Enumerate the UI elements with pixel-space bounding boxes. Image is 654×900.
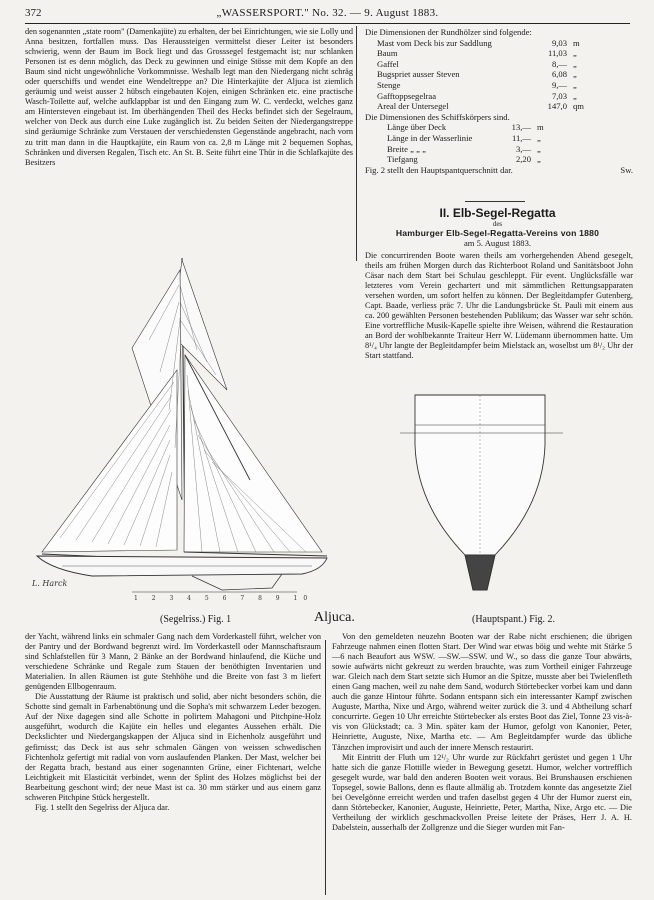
column-divider-bottom (325, 640, 326, 895)
regatta-date: am 5. August 1883. (463, 238, 532, 248)
dimension-row: Stenge 9,— „ (377, 79, 577, 90)
section-rule (465, 201, 525, 202)
fig1-caption: (Segelriss.) Fig. 1 (160, 614, 232, 625)
left-bottom-fig-note: Fig. 1 stellt den Segelriss der Aljuca dar. (35, 802, 170, 812)
hull-row: Länge in der Wasserlinie 11,— „ (387, 132, 541, 143)
hull-row: Tiefgang 2,20 „ (387, 154, 541, 165)
left-bottom-text: der Yacht, während links ein schmaler Gang nach dem Vorderkastell führt, welcher von der Pantry und der Bordwand begrenzt wird. Im Vorderkastell oder Mannschaftsraum sind Schlafstellen für 3 Mann, 2 Bänke an der Bordwand hinlaufend, die Küche und verschiedene Schränke und Regale zum Stauen der benöthigten Inventarien und Materialien. In allen Räumen ist gute Stehhöhe und die Breite von fast 3 m liefert genügenden Ellbogenraum. (25, 632, 321, 692)
regatta-heading (360, 206, 635, 248)
right-bottom-text-2: Mit Eintritt der Fluth um 12¹/₂ Uhr wurde zur Rückfahrt gerüstet und gegen 1 Uhr hatte sich die ganze Flottille wieder in Bewegung gesetzt. Humor, welcher vortrefflich gesegelt wurde, war bald den anderen Booten weit voraus. Bei Brunshausen erschienen Topsegel, sowie Ballons, denn es flaute allmälig ab. Trotzdem konnte das angesetzte Ziel bei Oevelgönne erreicht werden und trafen daselbst gegen 4 Uhr der Humor zuerst ein, dann Störtebecker, Kanonier, Auguste, Heinriette, Peter, Martha, Nixe, Argo etc. — Die Vertheilung der wirklich geschmackvollen Preise leitete der Präses, Herr J. A. H. Dabelstein, ausserhalb der Zollgrenze und die Sieger wurden mit Fan- (332, 752, 632, 832)
dimensions-intro: Die Dimensionen der Rundhölzer sind folgende: (365, 27, 532, 37)
dimension-row: Baum 11,03 „ (377, 48, 577, 59)
right-bottom-text: Von den gemeldeten neuzehn Booten war der Rabe nicht erschienen; die übrigen Fahrzeuge nahmen einen flotten Start. Der Wind war etwas böig und wehte mit Stärke 5—6 nach Beaufort aus WSW. —SW.—SSW. und W., so dass die ganze Tour abwärts, sowie aufwärts nicht gekreuzt zu werden brauchte, was zum Vortheil einiger Fahrzeuge war. Gleich nach dem Start setzte sich Humor an die Spitze, musste aber bei Twielenfleth einen Gang machen, weil zu nahe dem Sand, wodurch Störtebecker vorbei kam und dann auch die ganze Hintour führte. Sodann entspann sich ein interessanter Kampf zwischen Auguste, Martha, Nixe und Argo, während weiter zurück die 3. und 4 Abtheilung scharf concurrirte. Gegen 10 Uhr erreichte Störtebecker als erstes Boot das Ziel, Tonne 23 vis-à-vis von Glückstadt; ca. 3 Min. später kam der Humor, gefolgt von Kanonier, Peter, Heinriette, Auguste, Nixe, Martha etc. — Am Begleitdampfer wurde das übliche Tänzchen improvisirt und auch der innere Mensch restaurirt. (332, 632, 632, 752)
signature: Sw. (620, 164, 633, 175)
left-bottom-column (25, 632, 321, 813)
header-rule (25, 23, 630, 24)
dimension-row: Areal der Untersegel 147,0 qm (377, 101, 584, 112)
hull-row: Länge über Deck 13,— m (387, 122, 544, 133)
hull-row: Breite „ „ „ 3,— „ (387, 143, 541, 154)
left-bottom-text-2: Die Ausstattung der Räume ist praktisch und solid, aber nicht besonders schön, die Schotte sind gemalt in Farbenabtönung und die Sopha's mit schwarzem Leder bezogen. Auf der Nixe dagegen sind alle Schotte in polirtem Mahagoni und Pitchpine-Holz ausgeführt, wodurch die Kajüte ein helles und elegantes Aussehen erhält. Die Deckslichter und Niedergangskappen der Aljuca sind in Eichenholz ausgeführt und gefirnisst; das Deck ist aus sehr schmalen Gängen von weissen schwedischen Fichtenholz gefertigt mit radial von vorn auslaufenden Planken. Der Mast, welcher bei der Regatta brach, bestand aus einer sogenannten Grüne, einer Fichtenart, welche Leichtigkeit mit Elasticität verbindet, wenn der Splint des Holzes möglichst bei der Bearbeitung geschont wird; der neue Mast ist ca. 30 mm stärker und aus einem ganz schweren Pitchpine Stück hergestellt. (25, 692, 321, 802)
regatta-title: II. Elb-Segel-Regatta (439, 206, 556, 220)
boat-name-caption: Aljuca. (314, 610, 355, 625)
dimensions-table (365, 27, 633, 175)
scale-numbers: 1 2 3 4 5 6 7 8 9 10 (134, 595, 314, 602)
regatta-des: des (492, 220, 503, 228)
dimension-row: Gafftoppsegelraa 7,03 „ (377, 90, 577, 101)
regatta-text: Die concurrirenden Boote waren theils am vorhergehenden Abend gesegelt, theils am frühen Morgen durch das Richterboot Roland und Sanitätsboot John Cäsar nach dem Start bei Schulau geschleppt. Für event. Unglücksfälle war letzteres vom Verein gechartert und mit sämmtlichen Rettungsapparaten versehen worden, um sofort helfen zu können. Der Begleitdampfer Gutenberg, Capt. Baade, verliess präc 7. Uhr die Landungsbrücke St. Pauli mit einem aus ca. 200 gewählten Personen bestehenden Publikum; das Wasser war sehr schön. Eine vortreffliche Musik-Kapelle spielte ihre Weisen, während die Restauration an Bord der wohlbekannte Traiteur Herr W. Lüdemann übernommen hatte. Um 8¹/₄ Uhr langte der Begleitdampfer beim Mielstack an, woselbst um 8¹/₂ Uhr der Start stattfand. (365, 251, 633, 361)
regatta-club: Hamburger Elb-Segel-Regatta-Vereins von 1880 (395, 228, 600, 238)
journal-title: „WASSERSPORT." No. 32. — 9. August 1883. (216, 7, 439, 19)
page-number: 372 (25, 7, 42, 19)
midship-section-figure (395, 385, 570, 615)
artist-signature: L. Harck (32, 579, 68, 588)
dimension-row: Bugspriet ausser Steven 6,08 „ (377, 69, 577, 80)
fig-note: Fig. 2 stellt den Hauptspantquerschnitt dar. (365, 164, 513, 175)
hull-intro: Die Dimensionen des Schiffskörpers sind. (365, 111, 510, 122)
column-divider (356, 26, 357, 261)
dimension-row: Gaffel 8,— „ (377, 58, 577, 69)
left-top-text: den sogenannten „state room" (Damenkajüte) zu erhalten, der bei Einrichtungen, wie sie Lolly und Anna besitzen, fortfallen muss. Das Heraussteigen vermittelst dieser Leiter ist besonders schwierig, wenn der Baum im Bock liegt und das Grosssegel festgemacht ist; nur schlanken Personen ist es denn möglich, das Deck zu gewinnen und einige Stösse mit dem Kopfe an den Baum sind nicht ungewöhnliche Vorkommnisse. Weshalb legt man den Niedergang nicht schräg oder querschiffs und wendet eine Wendeltreppe an? Die Hinterkajüte der Aljuca ist ziemlich geräumig und weist ausser 2 hübsch eingebauten Kojen, einigen Schränken etc. eine practische Wasch-Toilette auf, welche aufklappbar ist und den Eingang zum W. C. verdeckt, welches ganz am Hintersteven eingebaut ist. Im überhängenden Theil des Hecks befindet sich der Segelraum, welcher von Deck aus durch eine Luke zugänglich ist. Zu beiden Seiten der Niedergangstreppe sind geräumige Schränke zum Verstauen der verschiedensten Gegenstände angebracht, nach vorn zu tritt man dann in die Hauptkajüte, ein Raum von ca. 2,8 m Länge mit 2 bequemen Sophas, Schränken und diversen Regalen, Tisch etc. An St. B. Seite führt eine Thür in die Schlafkajüte des Besitzers (25, 27, 354, 167)
fig2-caption: (Hauptspant.) Fig. 2. (472, 614, 556, 625)
sail-plan-figure (22, 240, 362, 618)
dimension-row: Mast vom Deck bis zur Saddlung 9,03 m (377, 37, 580, 48)
right-bottom-column (332, 632, 632, 833)
